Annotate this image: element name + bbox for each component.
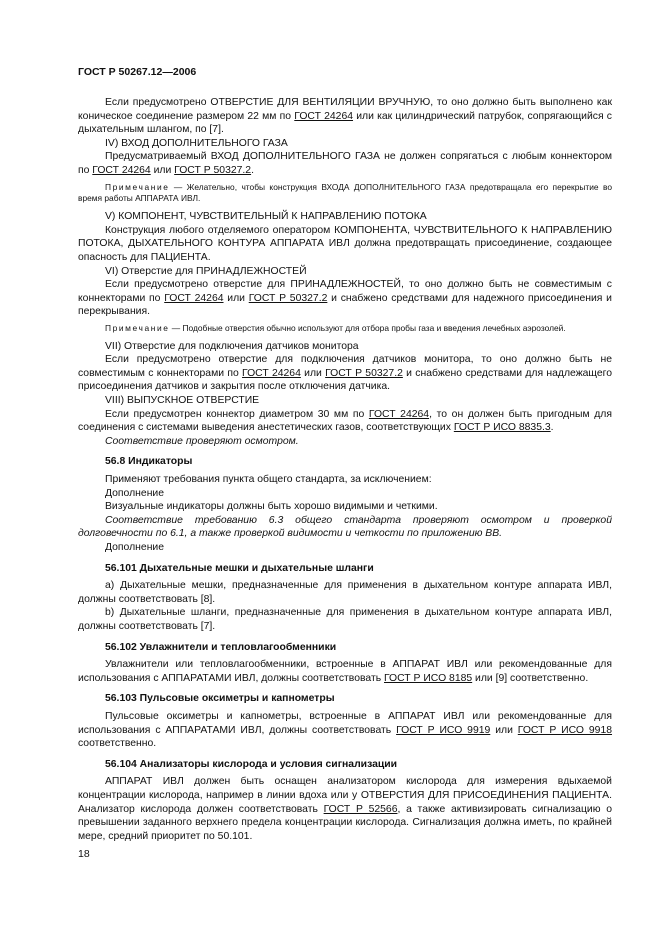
gost-52566-link[interactable]: ГОСТ Р 52566 <box>323 803 398 815</box>
heading-iv: IV) ВХОД ДОПОЛНИТЕЛЬНОГО ГАЗА <box>105 137 288 149</box>
gost-8835-3-link[interactable]: ГОСТ Р ИСО 8835.3 <box>453 422 551 434</box>
note-1: Примечание — Желательно, чтобы конструкция ВХОДА ДОПОЛНИТЕЛЬНОГО ГАЗА предотвращала его перекрытие во время работы АППАРАТА ИВЛ. <box>78 181 612 204</box>
section-56-8-title: 56.8 Индикаторы <box>105 456 193 468</box>
section-56-101-title: 56.101 Дыхательные мешки и дыхательные шланги <box>105 562 374 574</box>
heading-v: V) КОМПОНЕНТ, ЧУВСТВИТЕЛЬНЫЙ К НАПРАВЛЕНИЮ ПОТОКА <box>105 211 427 223</box>
paragraph-manual-ventilation: Если предусмотрено ОТВЕРСТИЕ ДЛЯ ВЕНТИЛЯЦИИ ВРУЧНУЮ, то оно должно быть выполнено как коническое соединение размером 22 мм по ГОСТ 24264 или как цилиндрический патрубок, сопрягающийся с дыхательным шлангом, по [7]. <box>78 97 612 136</box>
paragraph-breathing-tubes: b) Дыхательные шланги, предназначенные для применения в дыхательном контуре аппарата ИВЛ, должны соответствовать [7]. <box>78 607 612 632</box>
paragraph-breathing-bags: a) Дыхательные мешки, предназначенные для применения в дыхательном контуре аппарата ИВЛ, должны соответствовать [8]. <box>78 580 612 605</box>
gost-50327-2-link[interactable]: ГОСТ Р 50327.2 <box>174 164 252 176</box>
note-label: Примечание <box>105 322 170 333</box>
gost-24264-link[interactable]: ГОСТ 24264 <box>164 292 224 304</box>
gost-9919-link[interactable]: ГОСТ Р ИСО 9919 <box>396 724 491 736</box>
paragraph-oximeters: Пульсовые оксиметры и капнометры, встроенные в АППАРАТ ИВЛ или рекомендованные для использования с АППАРАТАМИ ИВЛ, должны соответствовать ГОСТ Р ИСО 9919 или ГОСТ Р ИСО 9918 соответственно. <box>78 710 613 750</box>
note-2: Примечание — Подобные отверстия обычно используют для отбора пробы газа и введения лечебных аэрозолей. <box>105 322 566 333</box>
paragraph-visual-indicators: Визуальные индикаторы должны быть хорошо видимыми и четкими. <box>105 501 438 513</box>
compliance-check: Соответствие проверяют осмотром. <box>105 435 299 447</box>
paragraph-humidifiers: Увлажнители или тепловлагообменники, встроенные в АППАРАТ ИВЛ или рекомендованные для использования с АППАРАТАМИ ИВЛ, должны соответствовать ГОСТ Р ИСО 8185 или [9] соответственно. <box>78 659 612 684</box>
paragraph-flow-component: Конструкция любого отделяемого оператором КОМПОНЕНТА, ЧУВСТВИТЕЛЬНОГО К НАПРАВЛЕНИЮ ПОТОКА, ДЫХАТЕЛЬНОГО КОНТУРА АППАРАТА ИВЛ должна предотвращать присоединение, создающее опасность для ПАЦИЕНТА. <box>78 224 612 263</box>
gost-24264-link[interactable]: ГОСТ 24264 <box>368 408 430 420</box>
note-label: Примечание <box>105 181 170 192</box>
section-56-103-title: 56.103 Пульсовые оксиметры и капнометры <box>105 693 335 705</box>
heading-viii: VIII) ВЫПУСКНОЕ ОТВЕРСТИЕ <box>105 395 260 407</box>
heading-vii: VII) Отверстие для подключения датчиков монитора <box>105 340 359 352</box>
paragraph-exhaust-port: Если предусмотрен коннектор диаметром 30 мм по ГОСТ 24264, то он должен быть пригодным для соединения с системами выведения анестетических газов, соответствующих ГОСТ Р ИСО 8835.3. <box>78 408 612 434</box>
page-header: ГОСТ Р 50267.12—2006 <box>78 66 197 78</box>
gost-50327-2-link[interactable]: ГОСТ Р 50327.2 <box>248 292 328 304</box>
gost-24264-link[interactable]: ГОСТ 24264 <box>242 367 301 379</box>
heading-vi: VI) Отверстие для ПРИНАДЛЕЖНОСТЕЙ <box>105 265 307 277</box>
gost-8185-link[interactable]: ГОСТ Р ИСО 8185 <box>384 672 473 684</box>
section-56-102-title: 56.102 Увлажнители и тепловлагообменники <box>105 641 337 653</box>
paragraph-monitor-port: Если предусмотрено отверстие для подключения датчиков монитора, то оно должно быть не совместимым с коннекторами по ГОСТ 24264 или ГОСТ Р 50327.2 и снабжено средствами для надлежащего присоединения датчиков и закрытия после отключения датчика. <box>78 354 612 393</box>
gost-9918-link[interactable]: ГОСТ Р ИСО 9918 <box>517 724 613 736</box>
gost-24264-link[interactable]: ГОСТ 24264 <box>294 110 354 122</box>
paragraph-extra-gas: Предусматриваемый ВХОД ДОПОЛНИТЕЛЬНОГО ГАЗА не должен сопрягаться с любым коннектором по ГОСТ 24264 или ГОСТ Р 50327.2. <box>78 151 612 176</box>
section-56-104-title: 56.104 Анализаторы кислорода и условия сигнализации <box>105 758 398 770</box>
paragraph-oxygen-analyzer: АППАРАТ ИВЛ должен быть оснащен анализатором кислорода для измерения вдыхаемой концентрации кислорода, например в линии вдоха или у ОТВЕРСТИЯ ДЛЯ ПРИСОЕДИНЕНИЯ ПАЦИЕНТА. Анализатор кислорода должен соответствовать ГОСТ Р 52566, а также активизировать сигнализацию о превышении заданного верхнего предела концентрации кислорода. Сигнализация должна иметь, по крайней мере, средний приоритет по 50.101. <box>78 776 612 842</box>
document-body <box>78 96 612 843</box>
page-number: 18 <box>78 848 90 860</box>
addition-label: Дополнение <box>105 487 165 499</box>
gost-24264-link[interactable]: ГОСТ 24264 <box>92 164 151 176</box>
gost-50327-2-link[interactable]: ГОСТ Р 50327.2 <box>325 367 403 379</box>
compliance-check: Соответствие требованию 6.3 общего стандарта проверяют осмотром и проверкой долговечности по 6.1, а также проверкой видимости и четкости по приложению ВВ. <box>78 514 612 540</box>
paragraph-general-requirements: Применяют требования пункта общего стандарта, за исключением: <box>105 474 432 486</box>
addition-label: Дополнение <box>105 542 165 554</box>
paragraph-accessories: Если предусмотрено отверстие для ПРИНАДЛЕЖНОСТЕЙ, то оно должно быть не совместимым с коннекторами по ГОСТ 24264 или ГОСТ Р 50327.2 и снабжено средствами для надежного присоединения и перекрывания. <box>78 279 612 318</box>
